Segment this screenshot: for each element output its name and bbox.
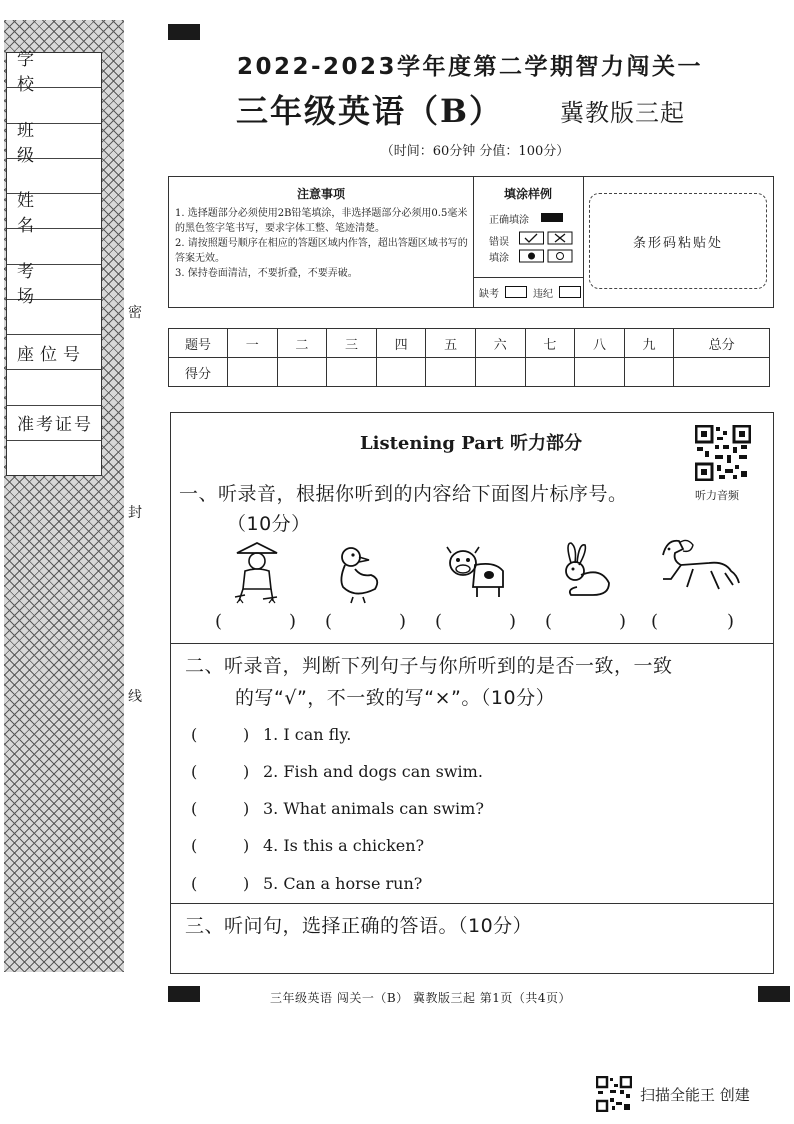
list-item — [191, 725, 351, 744]
item-text: 5. Can a horse run? — [263, 874, 423, 893]
row-label: 得分 — [169, 358, 228, 387]
notice-panel — [168, 176, 774, 308]
list-item — [191, 874, 422, 893]
picture-answer-blank[interactable] — [335, 613, 395, 635]
field-admission-blank[interactable] — [7, 441, 101, 477]
item-text: 3. What animals can swim? — [263, 799, 484, 818]
scanner-qr-icon — [596, 1076, 632, 1112]
answer-paren-right: ) — [289, 611, 297, 632]
barcode-label: 条形码粘贴处 — [632, 235, 723, 251]
correct-fill-label: 正确填涂 — [489, 215, 529, 226]
picture-answer-blank[interactable] — [225, 613, 285, 635]
wrong-fill-samples — [519, 231, 575, 267]
registration-mark — [758, 986, 790, 1002]
notice-heading: 注意事项 — [296, 187, 345, 201]
column-header: 四 — [376, 329, 426, 358]
column-header: 三 — [327, 329, 377, 358]
qr-code-icon[interactable] — [695, 425, 751, 481]
score-cell[interactable] — [228, 358, 278, 387]
list-item — [191, 799, 484, 818]
seal-char-1: 密 — [128, 305, 142, 321]
column-header: 五 — [426, 329, 476, 358]
field-seat-blank[interactable] — [7, 370, 101, 406]
answer-paren-left: ( — [435, 611, 443, 632]
item-text: 1. I can fly. — [263, 725, 352, 744]
score-table — [168, 328, 770, 387]
column-header: 八 — [575, 329, 625, 358]
field-exam-room: 考场 — [7, 265, 101, 300]
field-class: 班级 — [7, 124, 101, 159]
fill-example — [473, 177, 584, 307]
answer-paren-left: ( — [651, 611, 659, 632]
answer-paren-left: ( — [215, 611, 223, 632]
listening-part-title: Listening Part 听力部分 — [359, 433, 583, 454]
score-cell[interactable] — [674, 358, 770, 387]
item-text: 2. Fish and dogs can swim. — [263, 762, 483, 781]
field-admission: 准考证号 — [7, 406, 101, 441]
violation-label: 违纪 — [533, 289, 553, 300]
section2-instruction-cont: 的写“√”，不一致的写“×”。（10分） — [235, 687, 556, 709]
answer-paren-right: ) — [509, 611, 517, 632]
notice-rule: 2. 请按照题号顺序在相应的答题区域内作答，超出答题区域书写的答案无效。 — [175, 238, 468, 264]
score-cell[interactable] — [376, 358, 426, 387]
table-row — [169, 329, 770, 358]
qr-caption: 听力音频 — [695, 489, 739, 502]
exam-edition: 冀教版三起 — [560, 99, 685, 127]
section1-score: （10分） — [227, 513, 311, 535]
column-header: 总分 — [674, 329, 770, 358]
answer-paren-left: ( — [545, 611, 553, 632]
exam-subject: 三年级英语（B） — [236, 92, 504, 130]
judge-blank[interactable]: ( ) — [191, 874, 250, 893]
answer-paren-right: ) — [619, 611, 627, 632]
score-cell[interactable] — [525, 358, 575, 387]
list-item — [191, 836, 424, 855]
duck-icon — [331, 543, 387, 605]
correct-fill-mark — [541, 213, 563, 222]
item-text: 4. Is this a chicken? — [263, 836, 425, 855]
barcode-area — [589, 193, 767, 289]
section3-instruction: 三、听问句，选择正确的答语。（10分） — [185, 915, 533, 937]
list-item — [191, 762, 483, 781]
table-row — [169, 358, 770, 387]
section-divider — [171, 643, 773, 644]
score-cell[interactable] — [426, 358, 476, 387]
student-info-box — [6, 52, 102, 476]
score-cell[interactable] — [624, 358, 674, 387]
registration-mark — [168, 986, 200, 1002]
horse-icon — [653, 535, 741, 599]
section2-instruction: 二、听录音，判断下列句子与你所听到的是否一致，一致 — [185, 655, 673, 677]
seal-char-3: 线 — [128, 689, 142, 705]
field-name: 姓名 — [7, 194, 101, 229]
rabbit-icon — [555, 541, 615, 601]
judge-blank[interactable]: ( ) — [191, 725, 250, 744]
time-score-info: （时间：60分钟 分值：100分） — [380, 144, 570, 159]
absent-checkbox[interactable] — [505, 286, 527, 298]
answer-paren-right: ) — [727, 611, 735, 632]
page-footer: 三年级英语 闯关一（B） 冀教版三起 第1页（共4页） — [270, 991, 572, 1005]
violation-checkbox[interactable] — [559, 286, 581, 298]
absent-label: 缺考 — [479, 289, 499, 300]
score-cell[interactable] — [277, 358, 327, 387]
listening-section — [170, 412, 774, 974]
judge-blank[interactable]: ( ) — [191, 799, 250, 818]
picture-answer-blank[interactable] — [661, 613, 723, 635]
score-cell[interactable] — [475, 358, 525, 387]
divider — [473, 277, 583, 278]
answer-paren-left: ( — [325, 611, 333, 632]
answer-paren-right: ) — [399, 611, 407, 632]
wrong-fill-label: 错误 — [489, 237, 509, 248]
column-header: 六 — [475, 329, 525, 358]
judge-blank[interactable]: ( ) — [191, 762, 250, 781]
column-header: 九 — [624, 329, 674, 358]
fill-heading: 填涂样例 — [503, 187, 552, 201]
picture-answer-blank[interactable] — [445, 613, 505, 635]
notice-rule: 1. 选择题部分必须使用2B铅笔填涂，非选择题部分必须用0.5毫米的黑色签字笔书写，要求字体工整、笔迹清楚。 — [175, 208, 468, 234]
cow-icon — [443, 545, 509, 601]
notice-rules — [169, 177, 474, 307]
section1-instruction: 一、听录音，根据你听到的内容给下面图片标序号。 — [179, 483, 628, 505]
notice-rule: 3. 保持卷面清洁，不要折叠，不要弄破。 — [175, 268, 358, 279]
field-seat: 座位号 — [7, 335, 101, 370]
score-cell[interactable] — [327, 358, 377, 387]
registration-mark — [168, 24, 200, 40]
judge-blank[interactable]: ( ) — [191, 836, 250, 855]
field-school: 学校 — [7, 53, 101, 88]
scanner-watermark: 扫描全能王 创建 — [640, 1086, 750, 1104]
score-cell[interactable] — [575, 358, 625, 387]
column-header: 二 — [277, 329, 327, 358]
farmer-icon — [227, 539, 287, 609]
section-divider — [171, 903, 773, 904]
seal-char-2: 封 — [128, 505, 142, 521]
exam-title: 2022-2023学年度第二学期智力闯关一 — [236, 54, 704, 80]
column-header: 一 — [228, 329, 278, 358]
picture-answer-blank[interactable] — [555, 613, 615, 635]
wrong-fill-label: 填涂 — [489, 253, 509, 264]
column-header: 七 — [525, 329, 575, 358]
row-label: 题号 — [169, 329, 228, 358]
